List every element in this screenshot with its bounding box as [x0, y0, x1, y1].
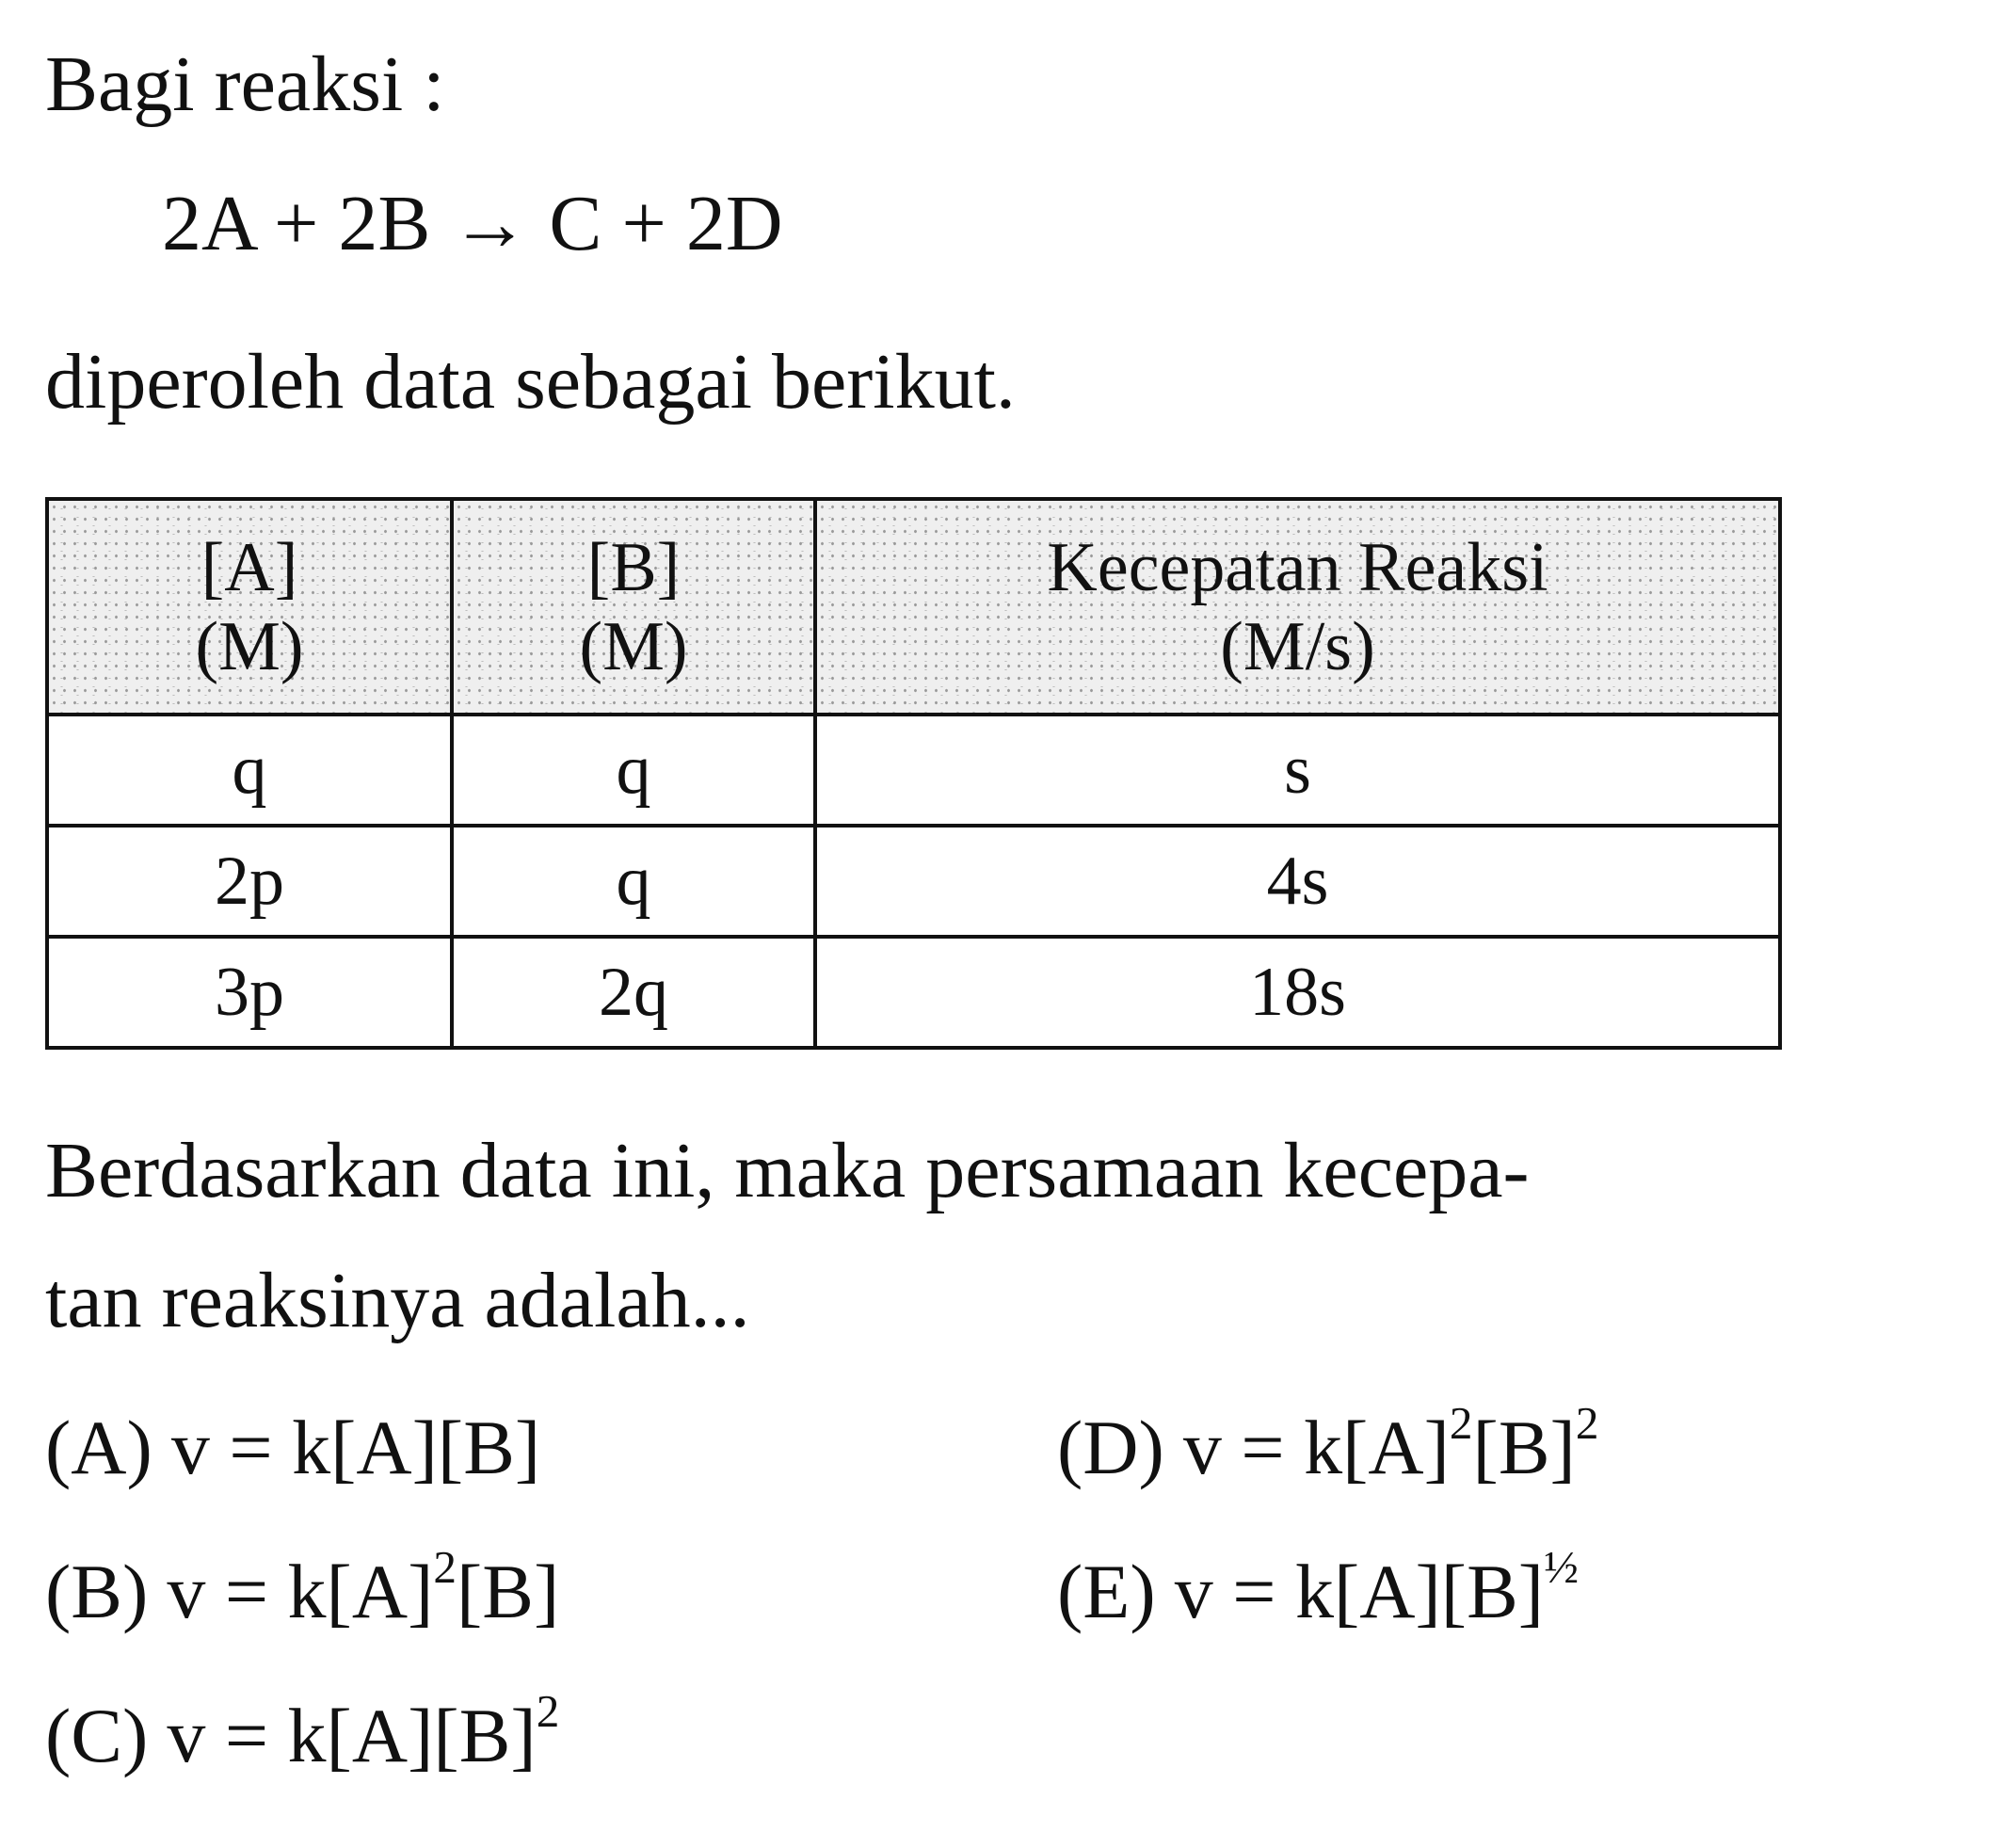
header-unit: (M) [579, 607, 688, 685]
choice-c[interactable] [45, 1685, 560, 1781]
table-cell: q [47, 715, 452, 826]
choice-expression-tail: [B] [456, 1549, 560, 1634]
exponent: 2 [536, 1685, 560, 1738]
table-row [47, 937, 1780, 1048]
table-cell: 2q [452, 937, 815, 1048]
choice-e[interactable] [1057, 1541, 1579, 1637]
table-header-row [47, 499, 1780, 715]
header-unit: (M/s) [1220, 607, 1375, 685]
header-reaction-rate [815, 499, 1780, 715]
header-concentration-b [452, 499, 815, 715]
exponent: 2 [1449, 1397, 1473, 1450]
statement-text: diperoleh data sebagai berikut. [45, 338, 1016, 426]
choice-expression: v = k[A] [167, 1549, 434, 1634]
choice-d[interactable] [1057, 1397, 1599, 1493]
choice-expression: v = k[A] [1182, 1405, 1450, 1490]
question-text-line-2: tan reaksinya adalah... [45, 1257, 750, 1344]
table-cell: 3p [47, 937, 452, 1048]
choice-letter: (C) [45, 1693, 149, 1778]
choice-letter: (D) [1057, 1405, 1164, 1490]
choice-expression: v = k[A][B] [170, 1405, 541, 1490]
header-label: [B] [586, 528, 681, 606]
table-cell: q [452, 826, 815, 937]
choice-letter: (B) [45, 1549, 149, 1634]
question-text-line-1: Berdasarkan data ini, maka persamaan kecepa- [45, 1127, 1530, 1214]
header-label: Kecepatan Reaksi [1047, 528, 1548, 606]
exponent: 2 [433, 1541, 457, 1594]
reaction-equation: 2A + 2B → C + 2D [162, 180, 783, 267]
choice-letter: (E) [1057, 1549, 1156, 1634]
choice-expression: v = k[A][B] [1174, 1549, 1545, 1634]
data-table [45, 497, 1782, 1050]
table-cell: q [452, 715, 815, 826]
exponent: 2 [1575, 1397, 1599, 1450]
table-cell: 18s [815, 937, 1780, 1048]
header-label: [A] [200, 528, 298, 606]
table-row [47, 715, 1780, 826]
table-cell: 4s [815, 826, 1780, 937]
choice-expression-tail: [B] [1472, 1405, 1576, 1490]
exponent: ½ [1544, 1541, 1579, 1594]
choice-b[interactable] [45, 1541, 560, 1637]
header-unit: (M) [195, 607, 304, 685]
choice-letter: (A) [45, 1405, 152, 1490]
table-cell: s [815, 715, 1780, 826]
choice-expression: v = k[A][B] [167, 1693, 537, 1778]
choice-a[interactable] [45, 1403, 540, 1493]
intro-text: Bagi reaksi : [45, 40, 445, 128]
header-concentration-a [47, 499, 452, 715]
table-cell: 2p [47, 826, 452, 937]
table-row [47, 826, 1780, 937]
